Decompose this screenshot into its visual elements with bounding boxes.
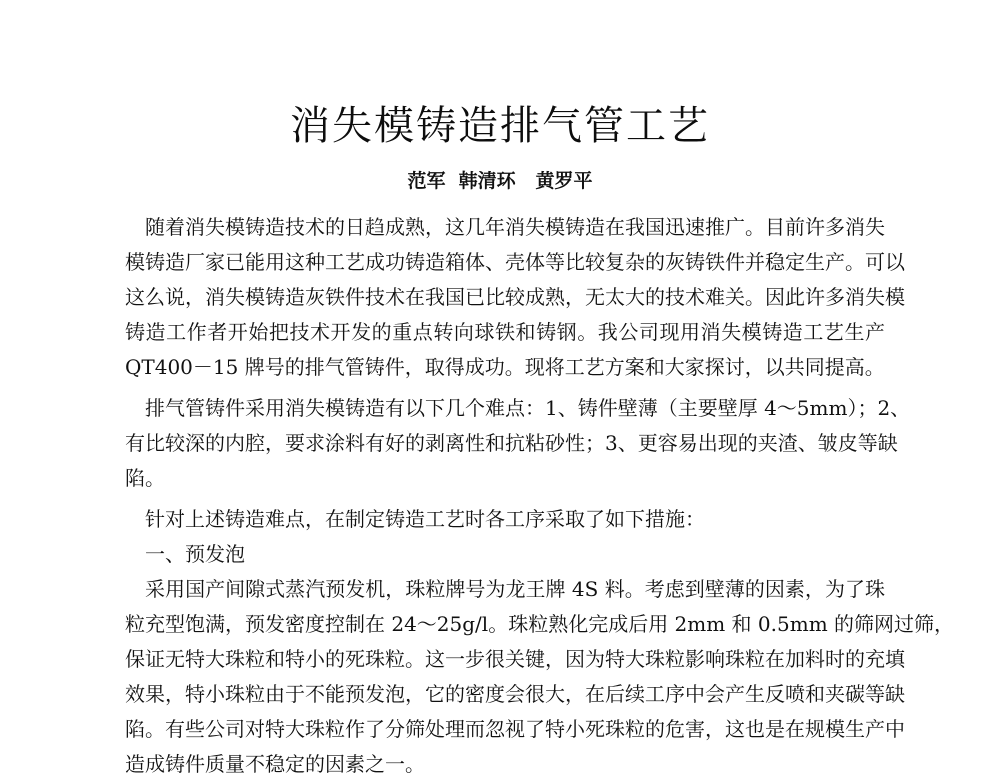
paragraph bbox=[125, 572, 955, 782]
text-line: 针对上述铸造难点，在制定铸造工艺时各工序采取了如下措施： bbox=[125, 507, 705, 531]
text-line: 粒充型饱满，预发密度控制在 24～25g/l。珠粒熟化完成后用 2mm 和 0.5mm 的筛网过筛， bbox=[125, 612, 955, 636]
text-line: 有比较深的内腔，要求涂料有好的剥离性和抗粘砂性；3、更容易出现的夹渣、皱皮等缺 bbox=[125, 431, 898, 455]
text-line: 排气管铸件采用消失模铸造有以下几个难点：1、铸件壁薄（主要壁厚 4～5mm）；2、 bbox=[125, 396, 911, 420]
text-line: 模铸造厂家已能用这种工艺成功铸造箱体、壳体等比较复杂的灰铸铁件并稳定生产。可以 bbox=[125, 250, 905, 274]
body-text bbox=[125, 210, 955, 782]
paper-title: 消失模铸造排气管工艺 bbox=[290, 103, 710, 149]
paragraph bbox=[125, 210, 905, 385]
text-line: 采用国产间隙式蒸汽预发机，珠粒牌号为龙王牌 4S 料。考虑到壁薄的因素，为了珠 bbox=[125, 577, 885, 601]
section-heading-text: 一、预发泡 bbox=[125, 542, 245, 566]
text-line: 这么说，消失模铸造灰铁件技术在我国已比较成熟，无太大的技术难关。因此许多消失模 bbox=[125, 285, 905, 309]
text-line: 陷。 bbox=[125, 466, 165, 490]
text-line: 陷。有些公司对特大珠粒作了分筛处理而忽视了特小死珠粒的危害，这也是在规模生产中 bbox=[125, 717, 905, 741]
paragraph bbox=[125, 502, 885, 537]
text-line: QT400－15 牌号的排气管铸件，取得成功。现将工艺方案和大家探讨，以共同提高。 bbox=[125, 355, 885, 379]
text-line: 保证无特大珠粒和特小的死珠粒。这一步很关键，因为特大珠粒影响珠粒在加料时的充填 bbox=[125, 647, 905, 671]
text-line: 随着消失模铸造技术的日趋成熟，这几年消失模铸造在我国迅速推广。目前许多消失 bbox=[125, 215, 885, 239]
text-line: 铸造工作者开始把技术开发的重点转向球铁和铸钢。我公司现用消失模铸造工艺生产 bbox=[125, 320, 885, 344]
paragraph bbox=[125, 391, 911, 496]
text-line: 效果，特小珠粒由于不能预发泡，它的密度会很大，在后续工序中会产生反喷和夹碳等缺 bbox=[125, 682, 905, 706]
text-line: 造成铸件质量不稳定的因素之一。 bbox=[125, 752, 425, 776]
section-heading bbox=[125, 537, 885, 572]
author-list: 范军 韩清环 黄罗平 bbox=[407, 170, 593, 192]
